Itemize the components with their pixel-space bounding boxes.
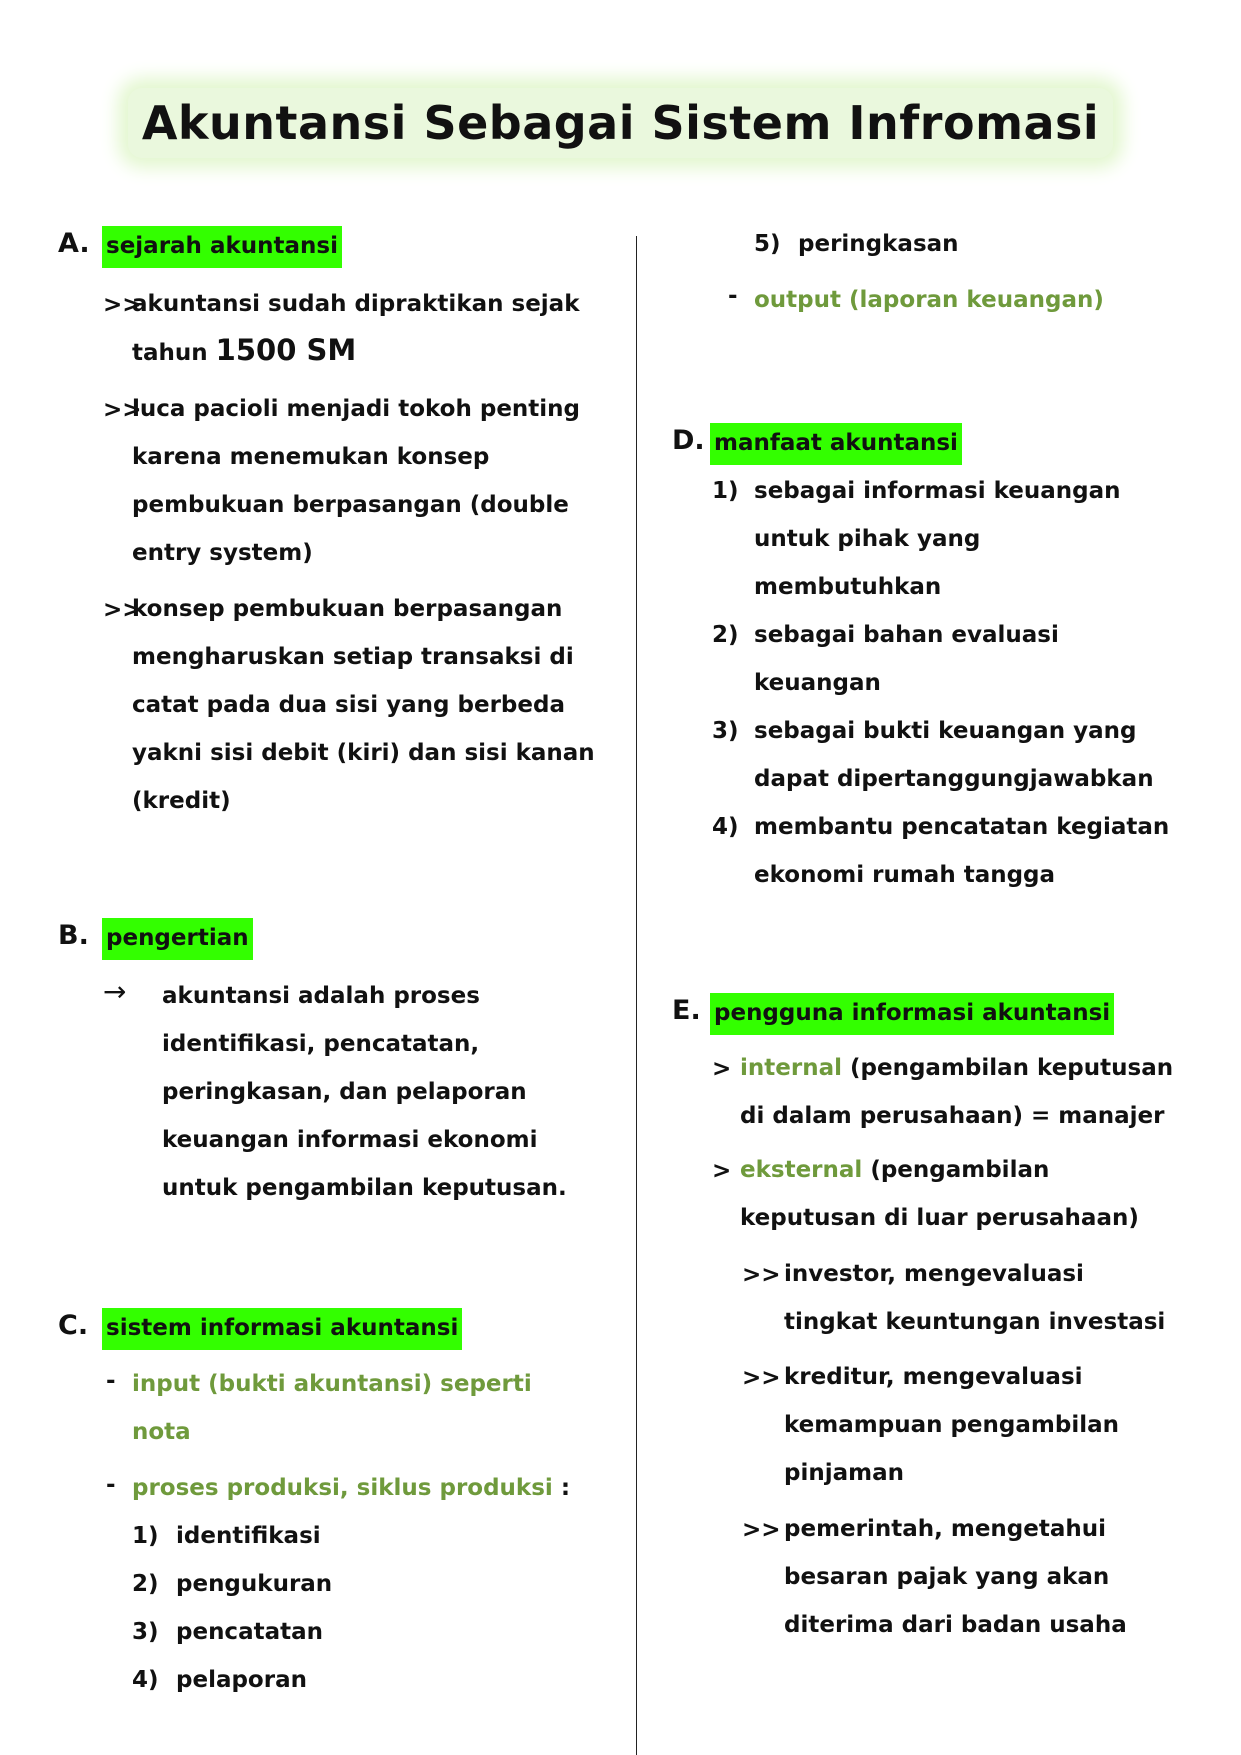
output-line: output (laporan keuangan) [754,287,1104,313]
page-title: Akuntansi Sebagai Sistem Infromasi [128,88,1113,158]
step-text: pelaporan [176,1667,307,1693]
dash-bullet: - [728,283,738,309]
text-line: karena menemukan konsep [132,444,490,470]
input-line: input (bukti akuntansi) seperti [132,1371,532,1397]
text-line: identifikasi, pencatatan, [162,1031,480,1057]
text-line: kemampuan pengambilan [784,1412,1119,1438]
section-heading: sejarah akuntansi [102,226,342,268]
text-line: pemerintah, mengetahui [784,1516,1107,1542]
text-line: pembukuan berpasangan (double [132,492,569,518]
text-line: sebagai bahan evaluasi [754,622,1059,648]
section-letter: C. [58,1310,89,1341]
text-line: dapat dipertanggungjawabkan [754,766,1154,792]
arrow-right-icon: → [103,975,127,1008]
item-number: 1) [712,478,739,504]
text-line: keuangan [754,670,881,696]
chevron-right-icon: > [712,1158,732,1184]
step-number: 4) [132,1667,159,1693]
input-line: nota [132,1419,191,1445]
internal-line: internal (pengambilan keputusan [740,1055,1174,1081]
text-line: peringkasan, dan pelaporan [162,1079,527,1105]
step-text: pengukuran [176,1571,333,1597]
section-letter: B. [58,920,89,951]
section-letter: E. [672,995,701,1026]
eksternal-line: eksternal (pengambilan [740,1157,1050,1183]
item-number: 2) [712,622,739,648]
proses-line: proses produksi, siklus produksi : [132,1475,571,1501]
text-line: keuangan informasi ekonomi [162,1127,538,1153]
step-number: 1) [132,1523,159,1549]
text-line: akuntansi sudah dipraktikan sejak [132,291,580,317]
dash-bullet: - [106,1368,116,1394]
bullet-icon: >> [742,1365,781,1391]
text-line: tahun 1500 SM [132,333,357,367]
text-line: yakni sisi debit (kiri) dan sisi kanan [132,740,595,766]
text-line: besaran pajak yang akan [784,1564,1110,1590]
chevron-right-icon: > [712,1056,732,1082]
text-line: akuntansi adalah proses [162,983,480,1009]
year-number: 1500 SM [215,333,357,367]
section-heading: pengguna informasi akuntansi [710,993,1114,1035]
step-number: 5) [754,231,781,257]
step-text: identifikasi [176,1523,321,1549]
text-line: investor, mengevaluasi [784,1261,1084,1287]
text-line: pinjaman [784,1460,904,1486]
text-line: sebagai bukti keuangan yang [754,718,1137,744]
section-letter: D. [672,425,705,456]
text-line: mengharuskan setiap transaksi di [132,644,574,670]
item-number: 3) [712,718,739,744]
text-line: ekonomi rumah tangga [754,862,1056,888]
bullet-icon: >> [742,1517,781,1543]
section-heading: manfaat akuntansi [710,423,962,465]
bullet-icon: >> [742,1262,781,1288]
item-number: 4) [712,814,739,840]
bullet-icon: >> [103,597,142,623]
section-heading: sistem informasi akuntansi [102,1308,462,1350]
text-line: konsep pembukuan berpasangan [132,596,563,622]
text-line: membantu pencatatan kegiatan [754,814,1170,840]
step-number: 3) [132,1619,159,1645]
text-line: sebagai informasi keuangan [754,478,1121,504]
text-line: entry system) [132,540,313,566]
step-number: 2) [132,1571,159,1597]
section-heading: pengertian [102,918,253,960]
text-line: luca pacioli menjadi tokoh penting [132,396,581,422]
text-line: diterima dari badan usaha [784,1612,1127,1638]
step-text: peringkasan [798,231,959,257]
text-line: tingkat keuntungan investasi [784,1309,1166,1335]
bullet-icon: >> [103,292,142,318]
section-letter: A. [58,228,90,259]
dash-bullet: - [106,1472,116,1498]
step-text: pencatatan [176,1619,323,1645]
text-line: untuk pihak yang [754,526,981,552]
text-line: kreditur, mengevaluasi [784,1364,1083,1390]
text-line: catat pada dua sisi yang berbeda [132,692,565,718]
page-title-wrap [0,88,1241,158]
bullet-icon: >> [103,397,142,423]
text-line: untuk pengambilan keputusan. [162,1175,567,1201]
text-line: keputusan di luar perusahaan) [740,1205,1139,1231]
text-line: di dalam perusahaan) = manajer [740,1103,1165,1129]
text-line: (kredit) [132,788,231,814]
column-divider [636,236,637,1755]
text-line: membutuhkan [754,574,942,600]
